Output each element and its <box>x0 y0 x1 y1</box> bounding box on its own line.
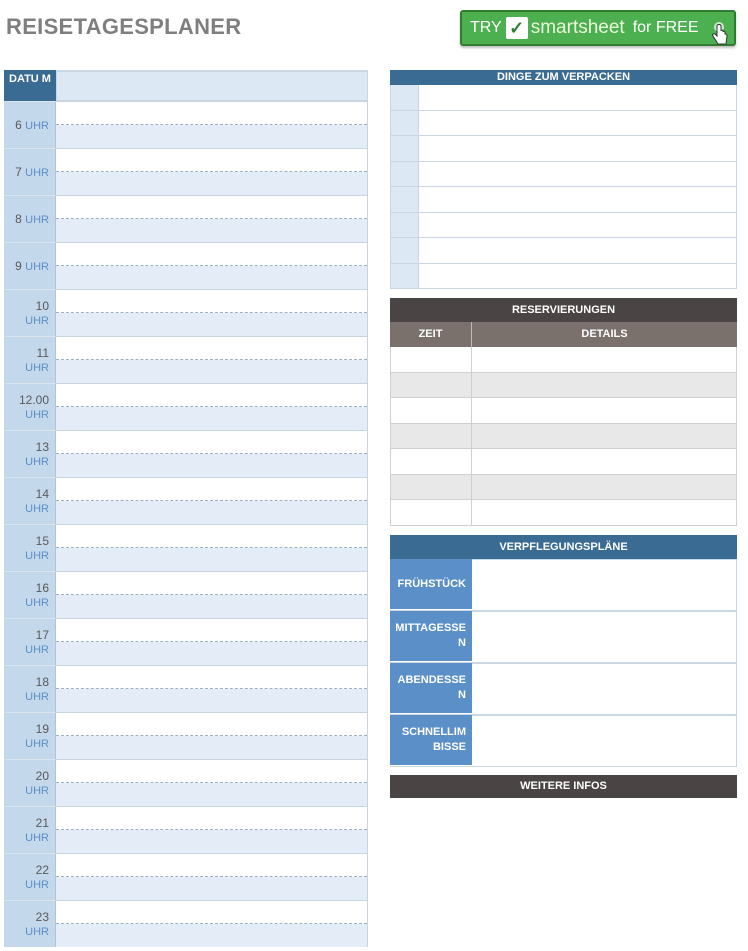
col-time-header: ZEIT <box>390 322 472 347</box>
pointer-hand-icon <box>710 22 730 48</box>
packing-row <box>390 85 737 111</box>
page-title: REISETAGESPLANER <box>6 14 242 39</box>
reservation-time-field[interactable] <box>391 373 472 398</box>
hour-label <box>4 148 56 195</box>
hour-row <box>4 806 368 853</box>
hour-label <box>4 242 56 289</box>
hour-unit: UHR <box>25 831 49 844</box>
reservation-row <box>390 449 737 475</box>
cta-try-label: TRY <box>470 19 502 36</box>
hour-row <box>4 900 368 947</box>
schedule-slot[interactable] <box>56 266 367 289</box>
hour-label <box>4 195 56 242</box>
hour-label <box>4 900 56 947</box>
packing-row <box>390 187 737 213</box>
date-header: DATU M <box>4 70 56 101</box>
packing-checkbox[interactable] <box>390 111 419 136</box>
reservation-time-field[interactable] <box>391 500 472 525</box>
hour-label <box>4 806 56 853</box>
hour-unit: UHR <box>25 925 49 938</box>
hour-unit: UHR <box>25 408 49 421</box>
reservations-table <box>390 298 737 526</box>
packing-checkbox[interactable] <box>390 136 419 161</box>
meal-label: MITTAGESSE N <box>390 611 472 662</box>
reservation-time-field[interactable] <box>391 347 472 372</box>
hour-label <box>4 101 56 148</box>
hour-number: 23 <box>35 909 49 924</box>
hour-row <box>4 477 368 524</box>
schedule-slot[interactable] <box>56 924 367 947</box>
schedule-slot[interactable] <box>56 689 367 712</box>
schedule-slot[interactable] <box>56 243 367 266</box>
cta-brand-label: smartsheet <box>530 17 625 38</box>
packing-item-field[interactable] <box>419 162 737 187</box>
hour-number: 11 <box>36 345 49 360</box>
meal-plans-title: VERPFLEGUNGSPLÄNE <box>390 535 737 559</box>
reservations-title: RESERVIERUNGEN <box>390 298 737 322</box>
packing-row <box>390 213 737 239</box>
schedule-slot[interactable] <box>56 713 367 736</box>
reservation-details-field[interactable] <box>472 373 736 398</box>
packing-row <box>390 238 737 264</box>
hour-label <box>4 759 56 806</box>
hour-label <box>4 524 56 571</box>
reservation-details-field[interactable] <box>472 449 736 474</box>
schedule-slot[interactable] <box>56 760 367 783</box>
hour-number: 15 <box>35 533 49 548</box>
checkmark-icon: ✓ <box>506 17 528 39</box>
schedule-slot[interactable] <box>56 290 367 313</box>
hour-number: 16 <box>35 580 49 595</box>
schedule-slot[interactable] <box>56 572 367 595</box>
reservation-row <box>390 475 737 501</box>
hour-number: 14 <box>35 486 49 501</box>
packing-row <box>390 264 737 290</box>
schedule-slot[interactable] <box>56 854 367 877</box>
packing-item-field[interactable] <box>419 111 737 136</box>
schedule-slot[interactable] <box>56 454 367 477</box>
meal-field[interactable] <box>472 715 737 766</box>
hour-unit: UHR <box>25 596 49 609</box>
hour-label <box>4 618 56 665</box>
daily-schedule <box>4 70 368 947</box>
hour-label <box>4 571 56 618</box>
reservation-time-field[interactable] <box>391 475 472 500</box>
cta-free-label: for FREE <box>632 19 699 36</box>
schedule-slot[interactable] <box>56 736 367 759</box>
reservation-details-field[interactable] <box>472 347 736 372</box>
packing-row <box>390 111 737 137</box>
hour-row <box>4 759 368 806</box>
hour-unit: UHR <box>25 361 49 374</box>
hour-label <box>4 383 56 430</box>
reservation-row <box>390 347 737 373</box>
packing-checkbox[interactable] <box>390 238 419 263</box>
hour-number: 9 <box>15 258 22 273</box>
meal-field[interactable] <box>472 559 737 610</box>
hour-row <box>4 853 368 900</box>
schedule-slot[interactable] <box>56 431 367 454</box>
hour-unit: UHR <box>25 455 49 468</box>
packing-list <box>390 70 737 289</box>
hour-label <box>4 853 56 900</box>
packing-item-field[interactable] <box>419 213 737 238</box>
hour-label <box>4 430 56 477</box>
meal-field[interactable] <box>472 663 737 714</box>
hour-unit: UHR <box>25 502 49 515</box>
schedule-slot[interactable] <box>56 830 367 853</box>
packing-checkbox[interactable] <box>390 85 419 110</box>
hour-unit: UHR <box>25 784 49 797</box>
schedule-slot[interactable] <box>56 102 367 125</box>
reservation-time-field[interactable] <box>391 424 472 449</box>
reservation-details-field[interactable] <box>472 475 736 500</box>
schedule-slot[interactable] <box>56 525 367 548</box>
date-field[interactable] <box>56 70 368 101</box>
hour-row <box>4 242 368 289</box>
packing-checkbox[interactable] <box>390 213 419 238</box>
hour-row <box>4 524 368 571</box>
more-info-title: WEITERE INFOS <box>390 775 737 798</box>
hour-number: 21 <box>35 815 49 830</box>
hour-number: 10 <box>35 298 49 313</box>
hour-number: 13 <box>35 439 49 454</box>
try-smartsheet-button[interactable] <box>460 10 736 46</box>
schedule-slot[interactable] <box>56 901 367 924</box>
reservation-row <box>390 500 737 526</box>
packing-row <box>390 136 737 162</box>
schedule-slot[interactable] <box>56 478 367 501</box>
schedule-slot[interactable] <box>56 337 367 360</box>
hour-number: 17 <box>35 627 49 642</box>
meal-label: FRÜHSTÜCK <box>390 559 472 610</box>
reservation-row <box>390 398 737 424</box>
schedule-slot[interactable] <box>56 595 367 618</box>
hour-label <box>4 477 56 524</box>
schedule-slot[interactable] <box>56 196 367 219</box>
hour-unit: UHR <box>25 213 49 226</box>
reservation-time-field[interactable] <box>391 449 472 474</box>
hour-row <box>4 148 368 195</box>
schedule-slot[interactable] <box>56 642 367 665</box>
hour-number: 8 <box>15 211 22 226</box>
packing-item-field[interactable] <box>419 187 737 212</box>
meal-row <box>390 715 737 767</box>
hour-number: 18 <box>35 674 49 689</box>
hour-label <box>4 712 56 759</box>
hour-number: 22 <box>35 862 49 877</box>
packing-item-field[interactable] <box>419 85 737 110</box>
reservation-details-field[interactable] <box>472 500 736 525</box>
meal-label: SCHNELLIM BISSE <box>390 715 472 766</box>
packing-checkbox[interactable] <box>390 162 419 187</box>
hour-row <box>4 618 368 665</box>
schedule-slot[interactable] <box>56 783 367 806</box>
hour-row <box>4 101 368 148</box>
hour-row <box>4 712 368 759</box>
schedule-slot[interactable] <box>56 548 367 571</box>
col-details-header: DETAILS <box>581 328 628 340</box>
schedule-slot[interactable] <box>56 877 367 900</box>
reservation-details-field[interactable] <box>472 424 736 449</box>
hour-unit: UHR <box>25 690 49 703</box>
hour-row <box>4 195 368 242</box>
schedule-slot[interactable] <box>56 666 367 689</box>
packing-row <box>390 162 737 188</box>
hour-label <box>4 665 56 712</box>
hour-number: 12.00 <box>18 392 49 407</box>
schedule-slot[interactable] <box>56 219 367 242</box>
schedule-slot[interactable] <box>56 501 367 524</box>
hour-number: 7 <box>15 164 22 179</box>
schedule-slot[interactable] <box>56 360 367 383</box>
reservation-details-field[interactable] <box>472 398 736 423</box>
meal-plans <box>390 535 737 767</box>
hour-row <box>4 430 368 477</box>
reservation-row <box>390 424 737 450</box>
hour-row <box>4 336 368 383</box>
hour-row <box>4 383 368 430</box>
meal-row <box>390 663 737 715</box>
schedule-slot[interactable] <box>56 313 367 336</box>
packing-item-field[interactable] <box>419 264 737 289</box>
schedule-slot[interactable] <box>56 807 367 830</box>
hour-unit: UHR <box>25 549 49 562</box>
hour-unit: UHR <box>25 314 49 327</box>
hour-number: 19 <box>35 721 49 736</box>
packing-checkbox[interactable] <box>390 264 419 289</box>
hour-row <box>4 289 368 336</box>
hour-unit: UHR <box>25 643 49 656</box>
hour-unit: UHR <box>25 260 49 273</box>
schedule-slot[interactable] <box>56 125 367 148</box>
packing-checkbox[interactable] <box>390 187 419 212</box>
packing-item-field[interactable] <box>419 238 737 263</box>
reservation-row <box>390 373 737 399</box>
schedule-slot[interactable] <box>56 619 367 642</box>
schedule-slot[interactable] <box>56 384 367 407</box>
hour-label <box>4 336 56 383</box>
schedule-slot[interactable] <box>56 407 367 430</box>
more-info <box>390 775 737 798</box>
meal-field[interactable] <box>472 611 737 662</box>
hour-label <box>4 289 56 336</box>
hour-number: 6 <box>15 117 22 132</box>
meal-row <box>390 611 737 663</box>
hour-unit: UHR <box>25 737 49 750</box>
schedule-slot[interactable] <box>56 149 367 172</box>
meal-label: ABENDESSE N <box>390 663 472 714</box>
packing-title: DINGE ZUM VERPACKEN <box>390 70 737 85</box>
hour-number: 20 <box>35 768 49 783</box>
hour-unit: UHR <box>25 878 49 891</box>
packing-item-field[interactable] <box>419 136 737 161</box>
hour-unit: UHR <box>25 166 49 179</box>
hour-row <box>4 571 368 618</box>
reservation-time-field[interactable] <box>391 398 472 423</box>
meal-row <box>390 559 737 611</box>
hour-unit: UHR <box>25 119 49 132</box>
schedule-slot[interactable] <box>56 172 367 195</box>
hour-row <box>4 665 368 712</box>
